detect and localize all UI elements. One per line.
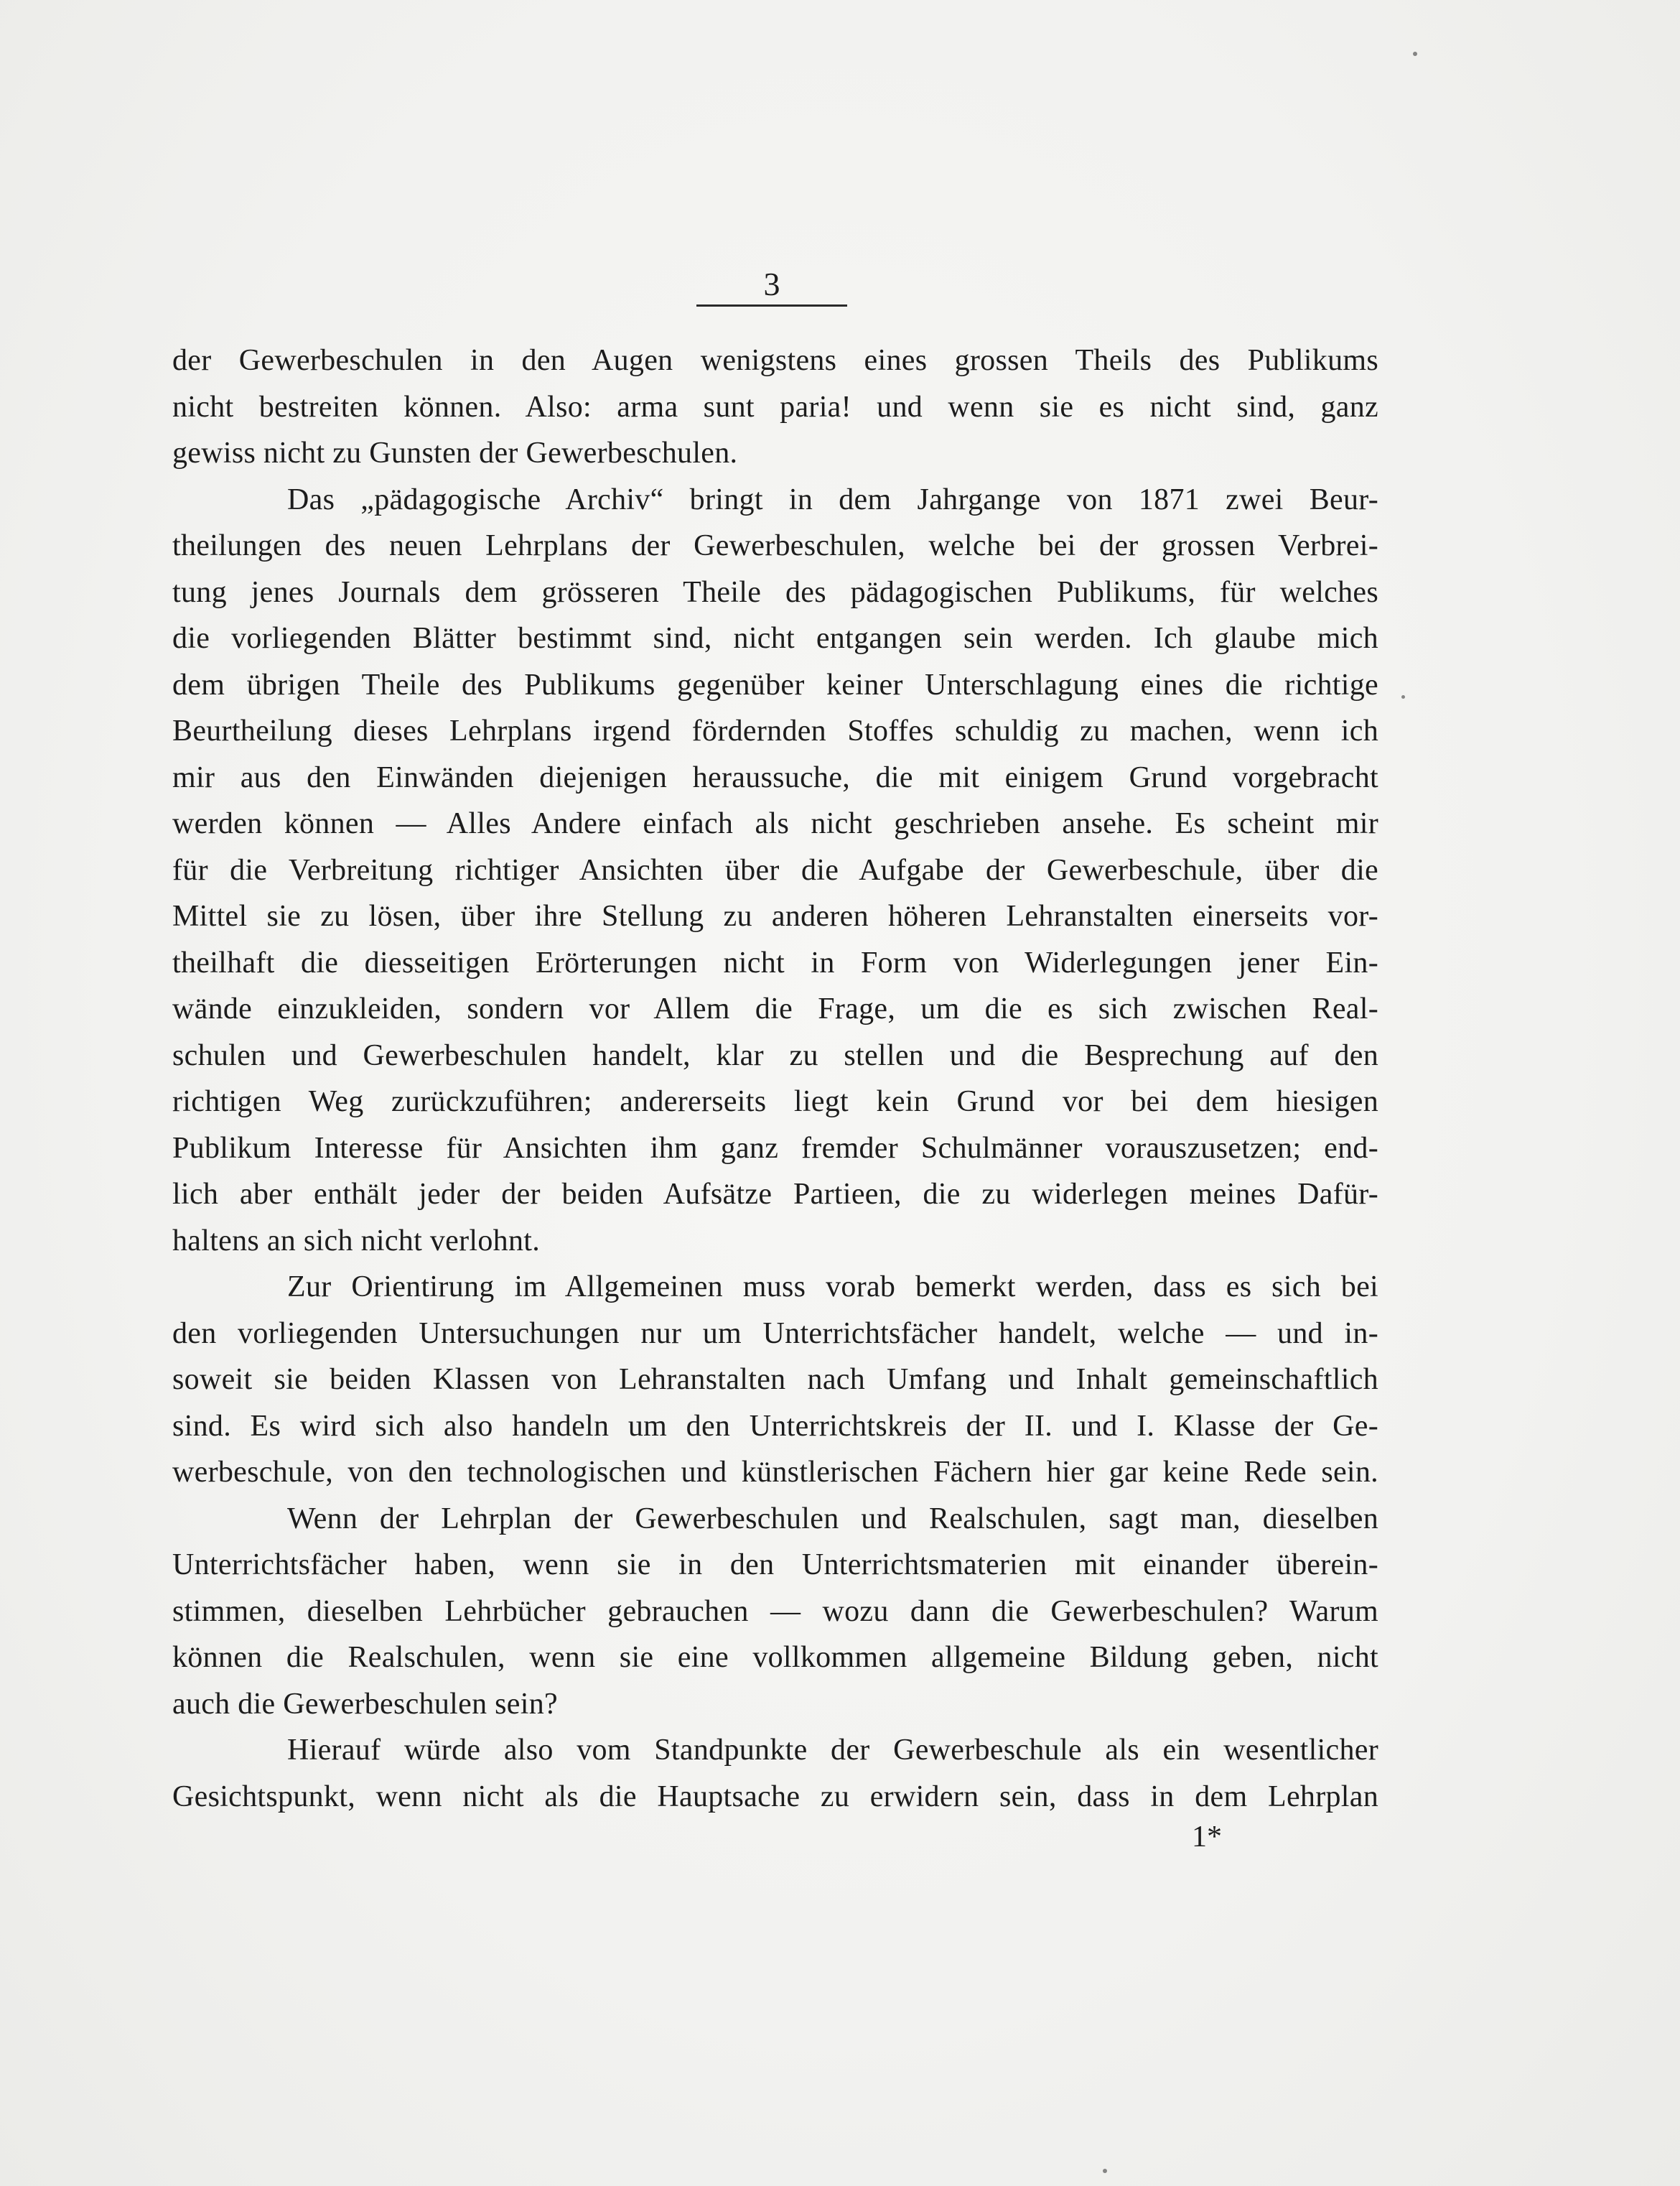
text-line: der Gewerbeschulen in den Augen wenigstens eines grossen Theils des Publikums bbox=[172, 344, 1378, 377]
text-line: sind. Es wird sich also handeln um den Unterrichtskreis der II. und I. Klasse der Ge- bbox=[172, 1409, 1378, 1443]
text-line: für die Verbreitung richtiger Ansichten über die Aufgabe der Gewerbeschule, über die bbox=[172, 853, 1378, 887]
text-line: Das „pädagogische Archiv“ bringt in dem Jahrgange von 1871 zwei Beur- bbox=[287, 483, 1378, 516]
text-line: Hierauf würde also vom Standpunkte der Gewerbeschule als ein wesentlicher bbox=[287, 1734, 1378, 1767]
signature-mark: 1* bbox=[1192, 1820, 1222, 1854]
text-line: lich aber enthält jeder der beiden Aufsätze Partieen, die zu widerlegen meines Dafür- bbox=[172, 1178, 1378, 1211]
text-line: Unterrichtsfächer haben, wenn sie in den Unterrichtsmaterien mit einander überein- bbox=[172, 1548, 1378, 1581]
text-line: Zur Orientirung im Allgemeinen muss vorab bemerkt werden, dass es sich bei bbox=[287, 1270, 1378, 1303]
text-line: mir aus den Einwänden diejenigen heraussuche, die mit einigem Grund vorgebracht bbox=[172, 761, 1378, 794]
text-line: haltens an sich nicht verlohnt. bbox=[172, 1224, 541, 1257]
text-line: werden können — Alles Andere einfach als nicht geschrieben ansehe. Es scheint mir bbox=[172, 807, 1378, 840]
dust-speck bbox=[1401, 695, 1405, 699]
dust-speck bbox=[1103, 2169, 1107, 2173]
text-line: Gesichtspunkt, wenn nicht als die Hauptsache zu erwidern sein, dass in dem Lehrplan bbox=[172, 1780, 1378, 1813]
text-line: Mittel sie zu lösen, über ihre Stellung zu anderen höheren Lehranstalten einerseits vor- bbox=[172, 900, 1378, 933]
paragraph-3 bbox=[172, 1264, 1378, 1496]
text-line: Publikum Interesse für Ansichten ihm ganz fremder Schulmänner vorauszusetzen; end- bbox=[172, 1131, 1378, 1165]
text-line: schulen und Gewerbeschulen handelt, klar zu stellen und die Besprechung auf den bbox=[172, 1038, 1378, 1072]
text-line: die vorliegenden Blätter bestimmt sind, nicht entgangen sein werden. Ich glaube mich bbox=[172, 622, 1378, 655]
paragraph-5 bbox=[172, 1727, 1378, 1820]
text-line: können die Realschulen, wenn sie eine vollkommen allgemeine Bildung geben, nicht bbox=[172, 1641, 1378, 1674]
text-line: gewiss nicht zu Gunsten der Gewerbeschulen. bbox=[172, 437, 738, 470]
text-line: dem übrigen Theile des Publikums gegenüber keiner Unterschlagung eines die richtige bbox=[172, 668, 1378, 702]
text-line: soweit sie beiden Klassen von Lehranstalten nach Umfang und Inhalt gemeinschaftlich bbox=[172, 1363, 1378, 1396]
text-line: wände einzukleiden, sondern vor Allem die Frage, um die es sich zwischen Real- bbox=[172, 992, 1378, 1025]
text-line: theilungen des neuen Lehrplans der Gewerbeschulen, welche bei der grossen Verbrei- bbox=[172, 529, 1378, 562]
text-line: stimmen, dieselben Lehrbücher gebrauchen — wozu dann die Gewerbeschulen? Warum bbox=[172, 1594, 1378, 1628]
text-line: auch die Gewerbeschulen sein? bbox=[172, 1687, 558, 1721]
body-text bbox=[172, 338, 1378, 1820]
text-line: Beurtheilung dieses Lehrplans irgend fördernden Stoffes schuldig zu machen, wenn ich bbox=[172, 715, 1378, 748]
text-line: werbeschule, von den technologischen und künstlerischen Fächern hier gar keine Rede sein. bbox=[172, 1456, 1378, 1489]
dust-speck bbox=[1413, 52, 1417, 56]
text-line: theilhaft die diesseitigen Erörterungen nicht in Form von Widerlegungen jener Ein- bbox=[172, 946, 1378, 980]
text-line: tung jenes Journals dem grösseren Theile des pädagogischen Publikums, für welches bbox=[172, 575, 1378, 609]
paragraph-4 bbox=[172, 1496, 1378, 1728]
paragraph-2 bbox=[172, 477, 1378, 1265]
text-line: richtigen Weg zurückzuführen; andererseits liegt kein Grund vor bei dem hiesigen bbox=[172, 1085, 1378, 1118]
text-line: Wenn der Lehrplan der Gewerbeschulen und Realschulen, sagt man, dieselben bbox=[287, 1502, 1378, 1535]
paragraph-1 bbox=[172, 338, 1378, 477]
text-line: den vorliegenden Untersuchungen nur um Unterrichtsfächer handelt, welche — und in- bbox=[172, 1316, 1378, 1350]
text-line: nicht bestreiten können. Also: arma sunt paria! und wenn sie es nicht sind, ganz bbox=[172, 390, 1378, 424]
page-number-rule bbox=[696, 304, 847, 307]
page-number: 3 bbox=[763, 266, 780, 302]
